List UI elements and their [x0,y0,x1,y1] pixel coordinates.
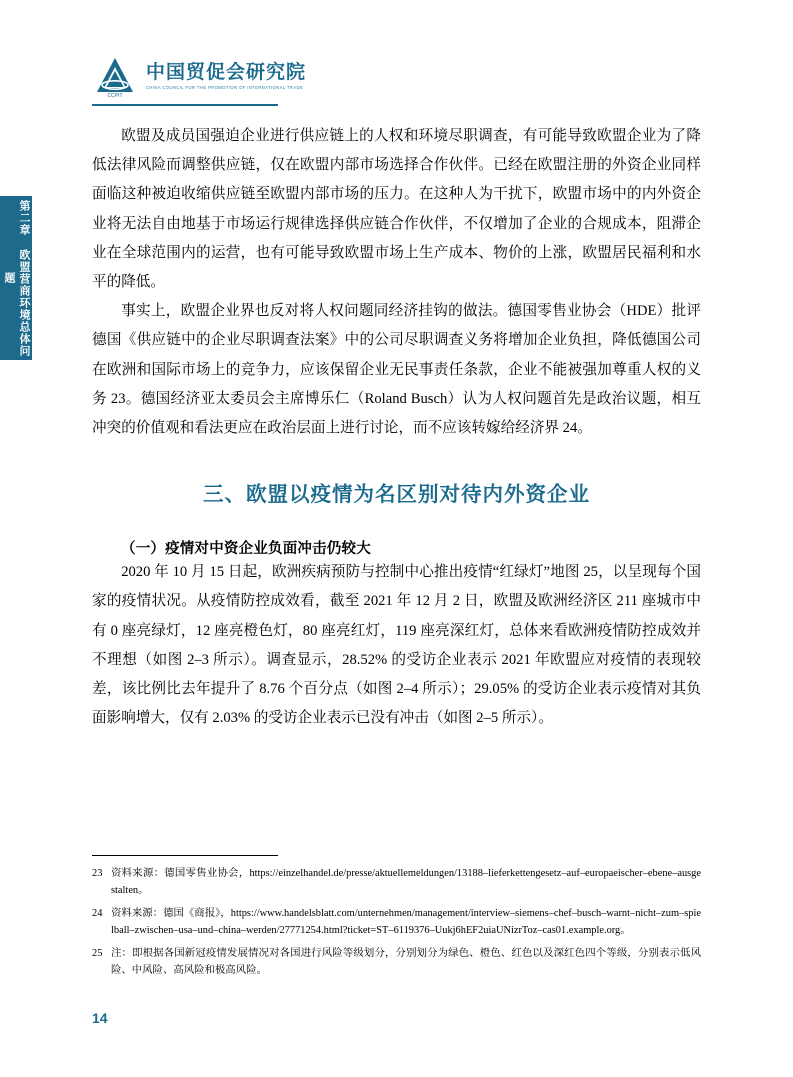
ccpit-triangle-icon [92,54,138,100]
footnote-text: 资料来源：德国《商报》，https://www.handelsblatt.com/unternehmen/management/interview–siemens–chef–busch–warnt–nicht–zum–spielball–zwischen–usa–und–china–werden/27771254.html?ticket=ST–6119376–Uukj6hEF2uiaUNizrToz–cas01.example.org。 [111,908,701,936]
footnote-divider [92,855,278,856]
svg-text:CCPIT: CCPIT [107,93,123,99]
footnote-number: 25 [92,948,103,959]
logo-english-name: CHINA COUNCIL FOR THE PROMOTION OF INTERNATIONAL TRADE [146,84,304,90]
chapter-side-tab-label: 第二章 欧盟营商环境总体问题 [3,199,30,357]
page-number: 14 [92,1010,108,1026]
paragraph-3: 2020 年 10 月 15 日起，欧洲疾病预防与控制中心推出疫情“红绿灯”地图 25，以呈现每个国家的疫情状况。从疫情防控成效看，截至 2021 年 12 月 2 日，欧盟及欧洲经济区 211 座城市中有 0 座亮绿灯，12 座亮橙色灯，80 座亮红灯，119 座亮深红灯，总体来看欧洲疫情防控成效并不理想（如图 2–3 所示）。调查显示，28.52% 的受访企业表示 2021 年欧盟应对疫情的表现较差，该比例比去年提升了 8.76 个百分点（如图 2–4 所示）；29.05% 的受访企业表示疫情对其负面影响增大，仅有 2.03% 的受访企业表示已没有冲击（如图 2–5 所示）。 [92,564,701,727]
page-content [92,122,701,733]
organization-logo [92,54,306,100]
logo-text [146,62,306,93]
footnote-list [92,866,701,986]
footnote-item [92,946,701,979]
footnote-number: 23 [92,868,103,879]
footnote-item [92,906,701,939]
paragraph-2: 事实上，欧盟企业界也反对将人权问题同经济挂钩的做法。德国零售业协会（HDE）批评德国《供应链中的企业尽职调查法案》中的公司尽职调查义务将增加企业负担，降低德国公司在欧洲和国际市场上的竞争力，应该保留企业无民事责任条款，企业不能被强加尊重人权的义务 23。德国经济亚太委员会主席博乐仁（Roland Busch）认为人权问题首先是政治议题，相互冲突的价值观和看法更应在政治层面上进行讨论，而不应该转嫁给经济界 24。 [92,303,701,437]
logo-chinese-name: 中国贸促会研究院 [146,61,307,83]
footnote-number: 24 [92,908,103,919]
subsection-heading: （一）疫情对中资企业负面冲击仍较大 [121,541,371,558]
footnote-text: 注：即根据各国新冠疫情发展情况对各国进行风险等级划分，分别划分为绿色、橙色、红色以及深红色四个等级，分别表示低风险、中风险、高风险和极高风险。 [111,948,701,976]
logo-divider [92,104,278,106]
paragraph-1: 欧盟及成员国强迫企业进行供应链上的人权和环境尽职调查，有可能导致欧盟企业为了降低法律风险而调整供应链，仅在欧盟内部市场选择合作伙伴。已经在欧盟注册的外资企业同样面临这种被迫收缩供应链至欧盟内部市场的压力。在这种人为干扰下，欧盟市场中的内外资企业将无法自由地基于市场运行规律选择供应链合作伙伴，不仅增加了企业的合规成本，阻滞企业在全球范围内的运营，也有可能导致欧盟市场上生产成本、物价的上涨，欧盟居民福利和水平的降低。 [92,128,701,291]
footnote-item [92,866,701,899]
section-heading: 三、欧盟以疫情为名区别对待内外资企业 [203,483,590,507]
footnote-text: 资料来源：德国零售业协会，https://einzelhandel.de/presse/aktuellemeldungen/13188–lieferkettengesetz–auf–europaeischer–ebene–ausgestalten。 [111,868,701,896]
chapter-side-tab [0,196,32,360]
